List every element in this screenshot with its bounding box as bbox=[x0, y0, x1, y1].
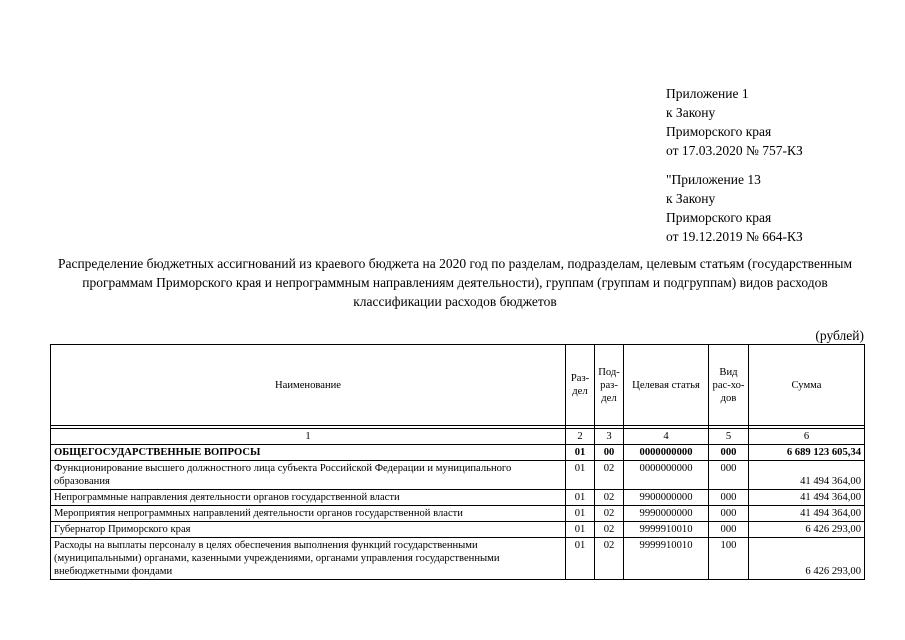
column-number: 2 bbox=[566, 429, 595, 445]
row-section: 01 bbox=[566, 445, 595, 461]
row-sum: 41 494 364,00 bbox=[749, 461, 865, 490]
column-number-row bbox=[51, 429, 865, 445]
budget-table bbox=[50, 344, 865, 580]
row-subsection: 02 bbox=[595, 538, 624, 580]
row-kind: 000 bbox=[709, 445, 749, 461]
appendix-line: от 17.03.2020 № 757-КЗ bbox=[666, 143, 803, 158]
header-kind: Вид рас-хо-дов bbox=[709, 345, 749, 426]
column-number: 6 bbox=[749, 429, 865, 445]
header-sum: Сумма bbox=[749, 345, 865, 426]
row-sum: 6 426 293,00 bbox=[749, 538, 865, 580]
row-subsection: 00 bbox=[595, 445, 624, 461]
row-subsection: 02 bbox=[595, 522, 624, 538]
appendix-13-block bbox=[666, 170, 803, 246]
row-section: 01 bbox=[566, 461, 595, 490]
row-target: 9900000000 bbox=[624, 490, 709, 506]
table-row bbox=[51, 538, 865, 580]
column-number: 1 bbox=[51, 429, 566, 445]
row-section: 01 bbox=[566, 490, 595, 506]
row-target: 0000000000 bbox=[624, 461, 709, 490]
row-target: 0000000000 bbox=[624, 445, 709, 461]
row-subsection: 02 bbox=[595, 461, 624, 490]
table-row bbox=[51, 445, 865, 461]
row-name: Непрограммные направления деятельности органов государственной власти bbox=[51, 490, 566, 506]
row-target: 9999910010 bbox=[624, 522, 709, 538]
row-name: ОБЩЕГОСУДАРСТВЕННЫЕ ВОПРОСЫ bbox=[51, 445, 566, 461]
row-name: Расходы на выплаты персоналу в целях обеспечения выполнения функций государственными (муниципальными) органами, казенными учреждениями, органами управления государственными внебюджетными фондами bbox=[51, 538, 566, 580]
row-section: 01 bbox=[566, 522, 595, 538]
header-target: Целевая статья bbox=[624, 345, 709, 426]
appendix-line: Приложение 1 bbox=[666, 86, 749, 101]
row-sum: 6 689 123 605,34 bbox=[749, 445, 865, 461]
appendix-line: к Закону bbox=[666, 105, 716, 120]
appendix-1-block bbox=[666, 84, 803, 160]
row-section: 01 bbox=[566, 538, 595, 580]
column-number: 4 bbox=[624, 429, 709, 445]
header-name: Наименование bbox=[51, 345, 566, 426]
row-sum: 41 494 364,00 bbox=[749, 490, 865, 506]
row-sum: 6 426 293,00 bbox=[749, 522, 865, 538]
row-kind: 000 bbox=[709, 461, 749, 490]
row-target: 9999910010 bbox=[624, 538, 709, 580]
unit-label: (рублей) bbox=[815, 328, 864, 343]
row-kind: 000 bbox=[709, 490, 749, 506]
row-name: Губернатор Приморского края bbox=[51, 522, 566, 538]
row-subsection: 02 bbox=[595, 490, 624, 506]
table-row bbox=[51, 522, 865, 538]
document-title: Распределение бюджетных ассигнований из краевого бюджета на 2020 год по разделам, подразделам, целевым статьям (государственным программам Приморского края и непрограммным направлениям деятельности), группам (группам и подгруппам) видов расходов классификации расходов бюджетов bbox=[57, 256, 853, 309]
table-header-row bbox=[51, 345, 865, 426]
row-sum: 41 494 364,00 bbox=[749, 506, 865, 522]
row-kind: 100 bbox=[709, 538, 749, 580]
header-subsection: Под-раз-дел bbox=[595, 345, 624, 426]
appendix-line: Приморского края bbox=[666, 210, 772, 225]
row-kind: 000 bbox=[709, 522, 749, 538]
appendix-line: Приморского края bbox=[666, 124, 772, 139]
row-section: 01 bbox=[566, 506, 595, 522]
appendix-line: к Закону bbox=[666, 191, 716, 206]
table-row bbox=[51, 461, 865, 490]
appendix-line: "Приложение 13 bbox=[666, 172, 761, 187]
row-kind: 000 bbox=[709, 506, 749, 522]
row-target: 9990000000 bbox=[624, 506, 709, 522]
column-number: 3 bbox=[595, 429, 624, 445]
header-section: Раз-дел bbox=[566, 345, 595, 426]
column-number: 5 bbox=[709, 429, 749, 445]
row-name: Мероприятия непрограммных направлений деятельности органов государственной власти bbox=[51, 506, 566, 522]
table-row bbox=[51, 490, 865, 506]
table-row bbox=[51, 506, 865, 522]
appendix-line: от 19.12.2019 № 664-КЗ bbox=[666, 229, 803, 244]
row-name: Функционирование высшего должностного лица субъекта Российской Федерации и муниципального образования bbox=[51, 461, 566, 490]
row-subsection: 02 bbox=[595, 506, 624, 522]
